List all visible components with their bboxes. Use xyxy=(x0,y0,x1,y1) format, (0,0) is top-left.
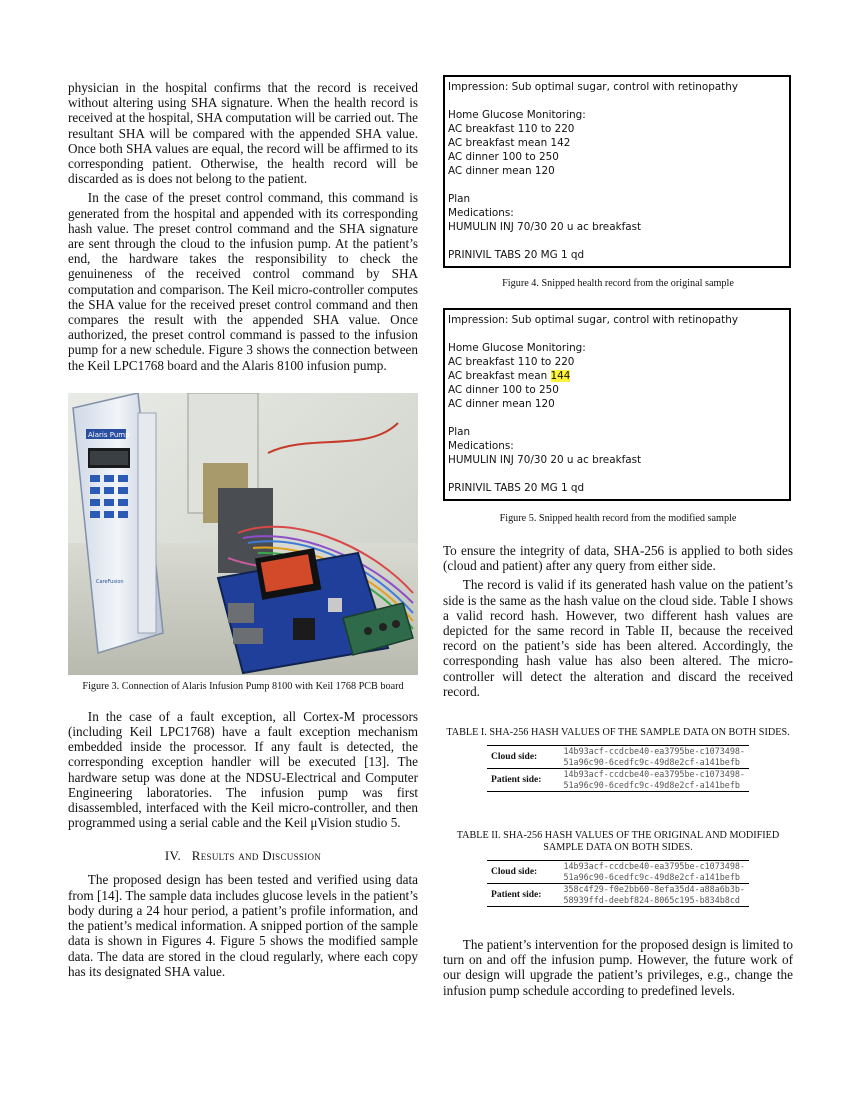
record-line xyxy=(448,467,786,481)
figure-4 xyxy=(443,75,793,290)
table-cell-label: Cloud side: xyxy=(491,752,538,763)
paragraph-integrity: To ensure the integrity of data, SHA-256 is applied to both sides (cloud and patient) after any query from either side. xyxy=(443,543,793,574)
record-line-modified xyxy=(448,369,786,383)
table-row xyxy=(487,861,749,884)
pump-brand-label: Alaris Pump xyxy=(88,430,130,439)
table-row xyxy=(487,769,749,792)
hardware-photo-illustration xyxy=(68,393,418,675)
record-line: Medications: xyxy=(448,207,514,219)
record-line: PRINIVIL TABS 20 MG 1 qd xyxy=(448,482,585,494)
table-cell-label: Cloud side: xyxy=(491,867,538,878)
left-column xyxy=(68,80,418,979)
table-1 xyxy=(443,727,793,792)
table-1-grid xyxy=(487,745,749,792)
paragraph-validity: The record is valid if its generated hash value on the patient’s side is the same as the hash value on the cloud side. Table I shows a valid record hash. However, two different hash values are depicted for the same record in Table II, because the received record on the patient’s side has been altered. Accordingly, the corresponding hash value has also been altered. The micro-controller will detect the alteration and discard the received record. xyxy=(443,577,793,699)
hardware-photo xyxy=(68,393,418,675)
paragraph-preset-control: In the case of the preset control command, this command is generated from the hospital and appended with its corresponding hash value. The preset control command and the SHA signature are sent through the cloud to the infusion pump. At the patient’s end, the hardware takes the responsibility to check the genuineness of the received control command by SHA computation and comparison. The Keil micro-controller computes the SHA value for the received preset control command and then compares the result with the appended SHA value. Once authorized, the preset control command is passed to the infusion pump for a new schedule. Figure 3 shows the connection between the Keil LPC1768 board and the Alaris 8100 infusion pump. xyxy=(68,190,418,373)
record-line xyxy=(448,327,786,341)
record-line: AC dinner mean 120 xyxy=(448,398,555,410)
hash-line: 14b93acf-ccdcbe40-ea3795be-c1073498- xyxy=(563,746,745,757)
record-line: AC breakfast 110 to 220 xyxy=(448,123,575,135)
paragraph-future-work: The patient’s intervention for the proposed design is limited to turn on and off the infusion pump. However, the future work of our design will upgrade the patient’s privileges, e.g., change the infusion pump schedule according to predefined levels. xyxy=(443,937,793,998)
table-2 xyxy=(443,830,793,907)
hash-line: 14b93acf-ccdcbe40-ea3795be-c1073498- xyxy=(563,861,745,872)
paragraph-results: The proposed design has been tested and verified using data from [14]. The sample data includes glucose levels in the patient’s body during a 24 hour period, a patient’s profile information, and the patient’s medical information. A snipped portion of the sample data is shown in Figures 4. Figure 5 shows the modified sample data. The data are stored in the cloud regularly, where each copy has its designated SHA value. xyxy=(68,872,418,979)
record-line: Home Glucose Monitoring: xyxy=(448,109,586,121)
right-column xyxy=(443,75,793,998)
record-line: AC breakfast mean 142 xyxy=(448,137,571,149)
record-line-text: AC breakfast mean xyxy=(448,370,551,382)
hash-line: 51a96c90-6cedfc9c-49d8e2cf-a141befb xyxy=(563,872,740,883)
section-number: IV. xyxy=(164,848,182,864)
record-line: Impression: Sub optimal sugar, control with retinopathy xyxy=(448,81,738,93)
hash-line: 58939ffd-deebf824-8065c195-b834b8cd xyxy=(563,895,740,906)
record-line: Impression: Sub optimal sugar, control with retinopathy xyxy=(448,314,738,326)
figure-3-caption: Figure 3. Connection of Alaris Infusion Pump 8100 with Keil 1768 PCB board xyxy=(82,680,404,692)
table-row xyxy=(487,746,749,769)
figure-5-caption: Figure 5. Snipped health record from the modified sample xyxy=(499,513,737,524)
record-line: Plan xyxy=(448,426,471,438)
table-2-grid xyxy=(487,860,749,907)
hash-line: 51a96c90-6cedfc9c-49d8e2cf-a141befb xyxy=(563,757,740,768)
hash-line: 14b93acf-ccdcbe40-ea3795be-c1073498- xyxy=(563,769,745,780)
pump-maker-label: CareFusion xyxy=(96,578,124,585)
record-line: Plan xyxy=(448,193,471,205)
table-cell-label: Patient side: xyxy=(491,775,542,786)
record-line: AC dinner 100 to 250 xyxy=(448,151,559,163)
table-2-title: TABLE II. SHA-256 HASH VALUES OF THE ORIGINAL AND MODIFIED SAMPLE DATA ON BOTH SIDES. xyxy=(456,830,780,854)
table-cell-hash xyxy=(559,884,749,907)
figure-5 xyxy=(443,308,793,525)
record-line: AC dinner mean 120 xyxy=(448,165,555,177)
table-cell-hash xyxy=(559,746,749,769)
table-1-title: TABLE I. SHA-256 HASH VALUES OF THE SAMPLE DATA ON BOTH SIDES. xyxy=(446,727,790,739)
record-line xyxy=(448,94,786,108)
hash-line: 51a96c90-6cedfc9c-49d8e2cf-a141befb xyxy=(563,780,740,791)
record-line: Home Glucose Monitoring: xyxy=(448,342,586,354)
paragraph-fault-exception: In the case of a fault exception, all Cortex-M processors (including Keil LPC1768) have a fault exception mechanism embedded inside the processor. If any fault is detected, the corresponding exception handler will be executed [13]. The hardware setup was done at the NDSU-Electrical and Computer Engineering laboratories. The infusion pump was first disassembled, interfaced with the Keil micro-controller, and then programmed using a serial cable and the Keil μVision studio 5. xyxy=(68,708,418,831)
record-line xyxy=(448,411,786,425)
figure-4-record-snippet xyxy=(443,75,791,268)
figure-5-record-snippet xyxy=(443,308,791,501)
record-line: HUMULIN INJ 70/30 20 u ac breakfast xyxy=(448,221,642,233)
record-line: PRINIVIL TABS 20 MG 1 qd xyxy=(448,249,585,261)
table-cell-hash xyxy=(559,769,749,792)
record-line: AC breakfast 110 to 220 xyxy=(448,356,575,368)
record-line xyxy=(448,234,786,248)
paragraph-sha-verification: physician in the hospital confirms that the record is received without altering using SHA signature. When the health record is received at the hospital, SHA computation will be carried out. The resultant SHA will be compared with the appended SHA value. Once both SHA values are equal, the record will be affirmed to its corresponding patient. Otherwise, the health record will be discarded as is does not belong to the patient. xyxy=(68,80,418,187)
record-line: AC dinner 100 to 250 xyxy=(448,384,559,396)
figure-3 xyxy=(68,393,418,693)
hash-line: 358c4f29-f0e2bb60-8efa35d4-a88a6b3b- xyxy=(563,884,745,895)
table-cell-hash xyxy=(559,861,749,884)
record-line xyxy=(448,178,786,192)
table-row xyxy=(487,884,749,907)
figure-4-caption: Figure 4. Snipped health record from the original sample xyxy=(502,278,734,289)
section-heading xyxy=(68,848,418,864)
record-line: HUMULIN INJ 70/30 20 u ac breakfast xyxy=(448,454,642,466)
section-title: Results and Discussion xyxy=(191,848,322,864)
record-line: Medications: xyxy=(448,440,514,452)
table-cell-label: Patient side: xyxy=(491,890,542,901)
modified-value-highlight: 144 xyxy=(550,370,571,382)
